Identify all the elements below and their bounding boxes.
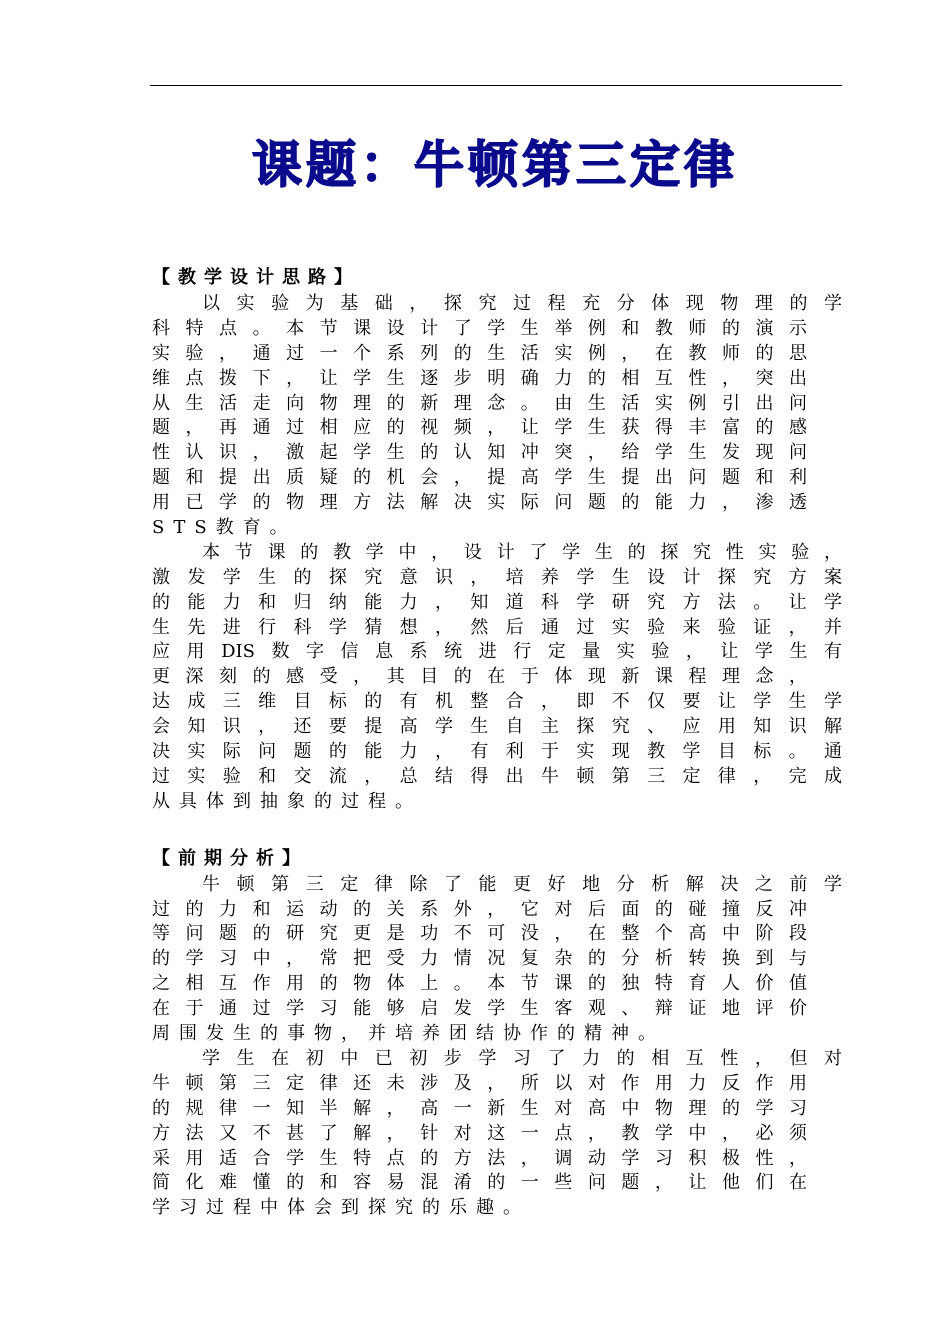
paragraph-line: 牛顿第三定律还未涉及，所以对作用力反作用: [152, 1072, 807, 1094]
paragraph-line: 学习过程中体会到探究的乐趣。: [152, 1197, 530, 1219]
paragraph-line: 用已学的物理方法解决实际问题的能力，渗透: [152, 492, 807, 514]
paragraph-line: 实验，通过一个系列的生活实例，在教师的思: [152, 342, 807, 364]
paragraph-line: 采用适合学生特点的方法，调动学习积极性，: [152, 1147, 807, 1169]
paragraph-line: 达成三维目标的有机整合，即不仅要让学生学: [152, 691, 842, 713]
header-rule: [150, 85, 842, 86]
paragraph-line: 会知识，还要提高学生自主探究、应用知识解: [152, 716, 842, 738]
paragraph-line: 从生活走向物理的新理念。由生活实例引出问: [152, 392, 807, 414]
paragraph-line: 周围发生的事物，并培养团结协作的精神。: [152, 1023, 665, 1045]
paragraph-line: 本节课的教学中，设计了学生的探究性实验，: [202, 541, 842, 563]
paragraph-line: 等问题的研究更是功不可没，在整个高中阶段: [152, 923, 807, 945]
paragraph-line: 过实验和交流，总结得出牛顿第三定律，完成: [152, 765, 842, 787]
document-body: [152, 264, 842, 1221]
paragraph-line: 以实验为基础，探究过程充分体现物理的学: [202, 293, 842, 314]
paragraph-line: STS教育。: [152, 517, 297, 539]
paragraph-line: 的能力和归纳能力，知道科学研究方法。让学: [152, 591, 842, 613]
paragraph-line: 激发学生的探究意识，培养学生设计探究方案: [152, 566, 842, 588]
paragraph-line: 过的力和运动的关系外，它对后面的碰撞反冲: [152, 898, 807, 920]
section-heading-design: 【教学设计思路】: [152, 267, 360, 288]
paragraph-line: 在于通过学习能够启发学生客观、辩证地评价: [152, 998, 807, 1020]
paragraph-line: 牛顿第三定律除了能更好地分析解决之前学: [202, 873, 842, 895]
paragraph-line: 之相互作用的物体上。本节课的独特育人价值: [152, 973, 807, 995]
paragraph-line: 的学习中，常把受力情况复杂的分析转换到与: [152, 948, 807, 970]
paragraph-line: 性认识，激起学生的认知冲突，给学生发现问: [152, 442, 807, 464]
paragraph-line: 题，再通过相应的视频，让学生获得丰富的感: [152, 417, 807, 439]
paragraph-line: 科特点。本节课设计了学生举例和教师的演示: [152, 317, 807, 339]
paragraph-line: 从具体到抽象的过程。: [152, 790, 422, 812]
paragraph-line: 维点拨下，让学生逐步明确力的相互性，突出: [152, 367, 807, 389]
paragraph-line: 应用DIS数字信息系统进行定量实验，让学生有: [152, 641, 842, 663]
paragraph-line: 更深刻的感受，其目的在于体现新课程理念，: [152, 666, 807, 688]
paragraph-line: 决实际问题的能力，有利于实现教学目标。通: [152, 741, 842, 763]
paragraph-line: 简化难懂的和容易混淆的一些问题，让他们在: [152, 1172, 807, 1194]
paragraph-line: 方法又不甚了解，针对这一点，教学中，必须: [152, 1122, 807, 1144]
section-heading-analysis: 【前期分析】: [152, 847, 308, 869]
page-title: 课题：牛顿第三定律: [252, 135, 738, 194]
paragraph-line: 生先进行科学猜想，然后通过实验来验证，并: [152, 616, 842, 638]
paragraph-line: 的规律一知半解，高一新生对高中物理的学习: [152, 1097, 807, 1119]
paragraph-line: 题和提出质疑的机会，提高学生提出问题和利: [152, 467, 807, 489]
paragraph-line: 学生在初中已初步学习了力的相互性，但对: [202, 1047, 842, 1069]
